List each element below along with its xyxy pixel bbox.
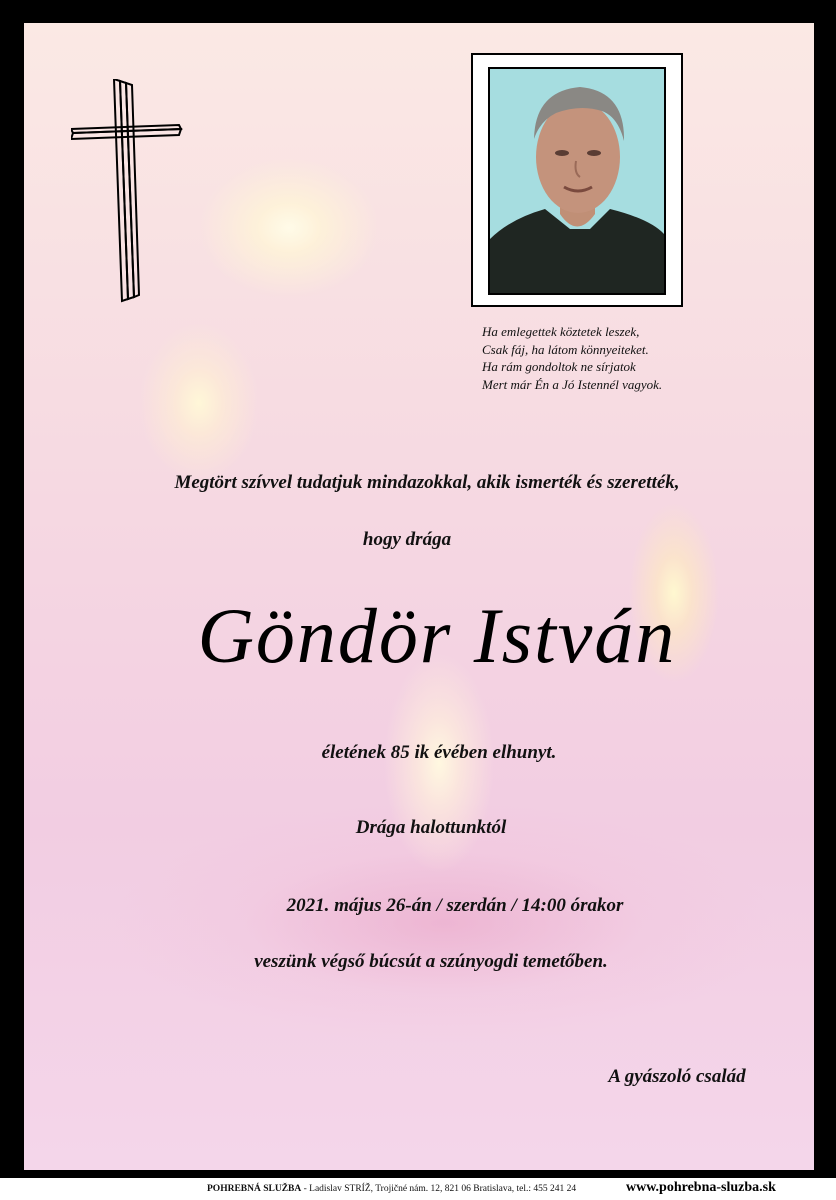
- age-line: életének 85 ik évében elhunyt.: [321, 742, 557, 763]
- intro-text: Megtört szívvel tudatjuk mindazokkal, akik ismerték és szerették,: [174, 472, 680, 493]
- signature: A gyászoló család: [608, 1066, 746, 1087]
- portrait-photo: [488, 67, 666, 295]
- poem: [482, 323, 782, 393]
- obituary-card: [24, 23, 814, 1170]
- poem-line: Csak fáj, ha látom könnyeiteket.: [482, 341, 649, 357]
- funeral-place: veszünk végső búcsút a szúnyogdi temetőben.: [254, 951, 608, 972]
- poem-line: Mert már Én a Jó Istennél vagyok.: [482, 376, 663, 392]
- intro-text-2: hogy drága: [362, 529, 452, 550]
- footer-company: [207, 1184, 576, 1194]
- farewell-intro: Drága halottunktól: [355, 817, 507, 838]
- deceased-name: Göndör István: [197, 592, 677, 679]
- cross-icon: [71, 79, 183, 303]
- poem-line: Ha rám gondoltok ne sírjatok: [482, 359, 636, 374]
- poem-line: Ha emlegettek köztetek leszek,: [482, 324, 640, 339]
- footer-company-name: POHREBNÁ SLUŽBA: [207, 1184, 302, 1194]
- footer-company-details: - Ladislav STRÍŽ, Trojičné nám. 12, 821 06 Bratislava, tel.: 455 241 24: [301, 1184, 577, 1194]
- footer-website-link[interactable]: www.pohrebna-sluzba.sk: [626, 1180, 776, 1195]
- portrait-frame: [471, 53, 683, 307]
- funeral-date: 2021. május 26-án / szerdán / 14:00 órakor: [286, 895, 624, 916]
